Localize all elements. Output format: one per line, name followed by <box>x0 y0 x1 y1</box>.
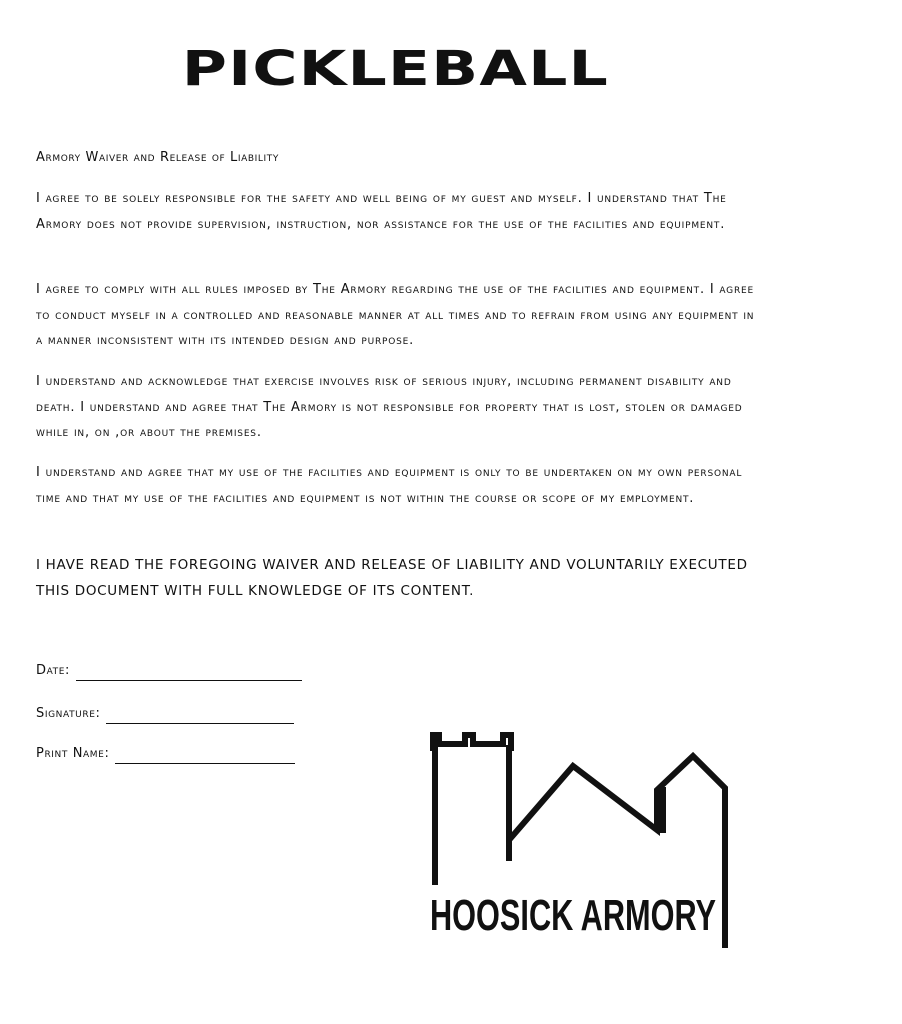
signature-line[interactable] <box>106 709 294 724</box>
waiver-paragraph-rules: I agree to comply with all rules imposed by The Armory regarding the use of the facilities and equipment. I agree to conduct myself in a controlled and reasonable manner at all times and to refrain from using any equipment in a manner inconsistent with its intended design and purpose. <box>36 282 755 348</box>
waiver-paragraph-personal-time: I understand and agree that my use of the facilities and equipment is only to be undertaken on my own personal time and that my use of the facilities and equipment is not within the course or scope of my employment. <box>36 465 743 506</box>
waiver-declaration: I HAVE READ THE FOREGOING WAIVER AND RELEASE OF LIABILITY AND VOLUNTARILY EXECUTED THIS DOCUMENT WITH FULL KNOWLEDGE OF ITS CONTENT. <box>36 557 748 599</box>
date-label: Date: <box>36 663 71 678</box>
waiver-paragraph-risk: I understand and acknowledge that exercise involves risk of serious injury, including permanent disability and death. I understand and agree that The Armory is not responsible for property that is lost, stolen or damaged while in, on ,or about the premises. <box>36 374 743 440</box>
print-name-line[interactable] <box>115 749 295 764</box>
print-name-field[interactable] <box>36 744 295 764</box>
signature-field[interactable] <box>36 704 294 724</box>
waiver-paragraph-responsibility: I agree to be solely responsible for the safety and well being of my guest and myself. I understand that The Armory does not provide supervision, instruction, nor assistance for the use of the facilities and equipment. <box>36 191 727 232</box>
hoosick-armory-logo <box>425 730 735 955</box>
waiver-heading: Armory Waiver and Release of Liability <box>36 150 279 165</box>
signature-label: Signature: <box>36 706 101 721</box>
date-line[interactable] <box>76 666 302 681</box>
logo-text: HOOSICK ARMORY <box>430 891 716 940</box>
date-field[interactable] <box>36 661 302 681</box>
page-title: PICKLEBALL <box>181 41 610 97</box>
print-name-label: Print Name: <box>36 746 110 761</box>
